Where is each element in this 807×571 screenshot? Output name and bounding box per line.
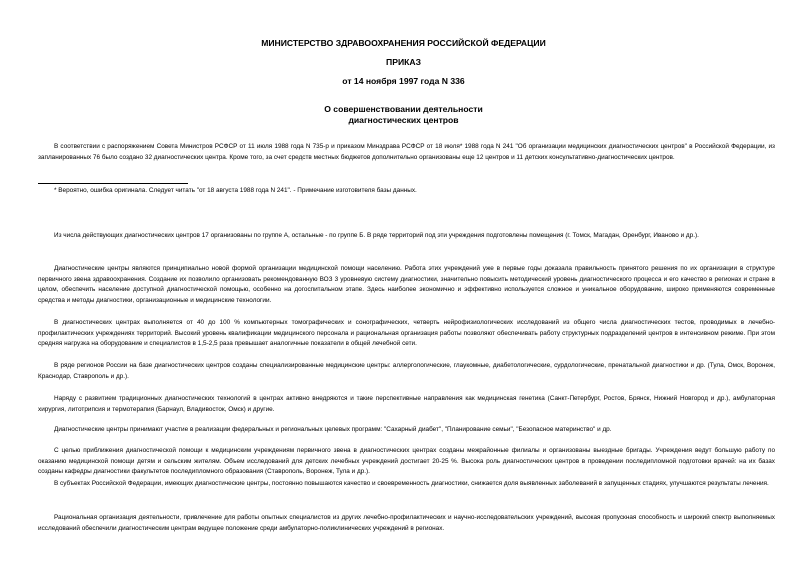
document-title-line-1: О совершенствовании деятельности <box>324 104 483 114</box>
paragraph-5: В ряде регионов России на базе диагностических центров созданы специализированные медицинские центры: аллергологические, глаукомные, диабетологические, сурдологические, пренатальной диагностики и др. (Тула, Омск, Воронеж, Краснодар, Ставрополь и др.). <box>38 362 775 380</box>
paragraph-1: В соответствии с распоряжением Совета Министров РСФСР от 11 июля 1988 года N 735-р и приказом Минздрава РСФСР от 18 июля* 1988 года N 241 "Об организации медицинских диагностических центров" в Российской Федерации, из запланированных 76 было создано 32 диагностических центра. Кроме того, за счет средств местных бюджетов дополнительно организованы еще 12 центров и 11 детских консультативно-диагностических центров. <box>38 143 775 161</box>
paragraph-8: С целью приближения диагностической помощи к медицинским учреждениям первичного звена в диагностических центрах созданы межрайонные филиалы и организованы выездные бригады. Учреждения ведут большую работу по оказанию медицинской помощи детям и сельским жителям. Объем исследований для детских лечебных учреждений достигает 20-25 %. Высока роль диагностических центров в проведении последипломной подготовки врачей: на их базах созданы кафедры диагностики факультетов последипломного образования (Ставрополь, Воронеж, Тула и др.). <box>38 447 775 476</box>
footnote: * Вероятно, ошибка оригинала. Следует читать "от 18 августа 1988 года N 241". - Примечание изготовителя базы данных. <box>54 187 417 194</box>
document-date-number: от 14 ноября 1997 года N 336 <box>342 76 465 86</box>
paragraph-2: Из числа действующих диагностических центров 17 организованы по группе А, остальные - по группе Б. В ряде территорий под эти учреждения подготовлены помещения (г. Томск, Магадан, Оренбург, Иваново и др.). <box>54 232 699 239</box>
paragraph-9: В субъектах Российской Федерации, имеющих диагностические центры, постоянно повышаются качество и своевременность диагностики, снижается доля выявленных заболеваний в запущенных стадиях, улучшаются результаты лечения. <box>54 480 769 487</box>
document-type: ПРИКАЗ <box>386 57 421 67</box>
paragraph-4: В диагностических центрах выполняется от 40 до 100 % компьютерных томографических и сонографических, четверть нейрофизиологических исследований из общего числа диагностических тестов, проводимых в лечебно-профилактических учреждениях территорий. Высокий уровень квалификации медицинского персонала и рациональная организация работы позволяют обеспечивать работу структурных подразделений центров в интенсивном режиме. При этом средняя нагрузка на оборудование и специалистов в 1,5-2,5 раза превышает аналогичные показатели в общей лечебной сети. <box>38 319 775 348</box>
paragraph-6: Наряду с развитием традиционных диагностических технологий в центрах активно внедряются и такие перспективные направления как медицинская генетика (Санкт-Петербург, Ростов, Брянск, Нижний Новгород и др.), амбулаторная хирургия, литотрипсия и термотерапия (Барнаул, Владивосток, Омск) и другие. <box>38 395 775 413</box>
footnote-divider <box>38 183 188 184</box>
paragraph-10: Рациональная организация деятельности, привлечение для работы опытных специалистов из других лечебно-профилактических и научно-исследовательских учреждений, высокая пропускная способность и широкий спектр выполняемых исследований обеспечили диагностическим центрам ведущее положение среди амбулаторно-поликлинических учреждений в регионах. <box>38 514 775 532</box>
paragraph-7: Диагностические центры принимают участие в реализации федеральных и региональных целевых программ: "Сахарный диабет", "Планирование семьи", "Безопасное материнство" и др. <box>54 426 612 433</box>
document-title-line-2: диагностических центров <box>348 115 459 125</box>
paragraph-3: Диагностические центры являются принципиально новой формой организации медицинской помощи населению. Работа этих учреждений уже в первые годы доказала правильность принятого решения по их организации в структуре первичного звена здравоохранения. Создание их позволило организовать рекомендованную ВОЗ 3 уровневую систему диагностики, значительно повысить методический уровень диагностического процесса и его качество в регионах и стране в целом, обеспечить население доступной диагностической помощью, особенно на догоспитальном этапе. Здесь наиболее экономично и эффективно используется сложное и уникальное оборудование, широко применяются современные средства и методы диагностики, организационные и медицинские технологии. <box>38 265 775 305</box>
ministry-heading: МИНИСТЕРСТВО ЗДРАВООХРАНЕНИЯ РОССИЙСКОЙ ФЕДЕРАЦИИ <box>261 38 546 48</box>
